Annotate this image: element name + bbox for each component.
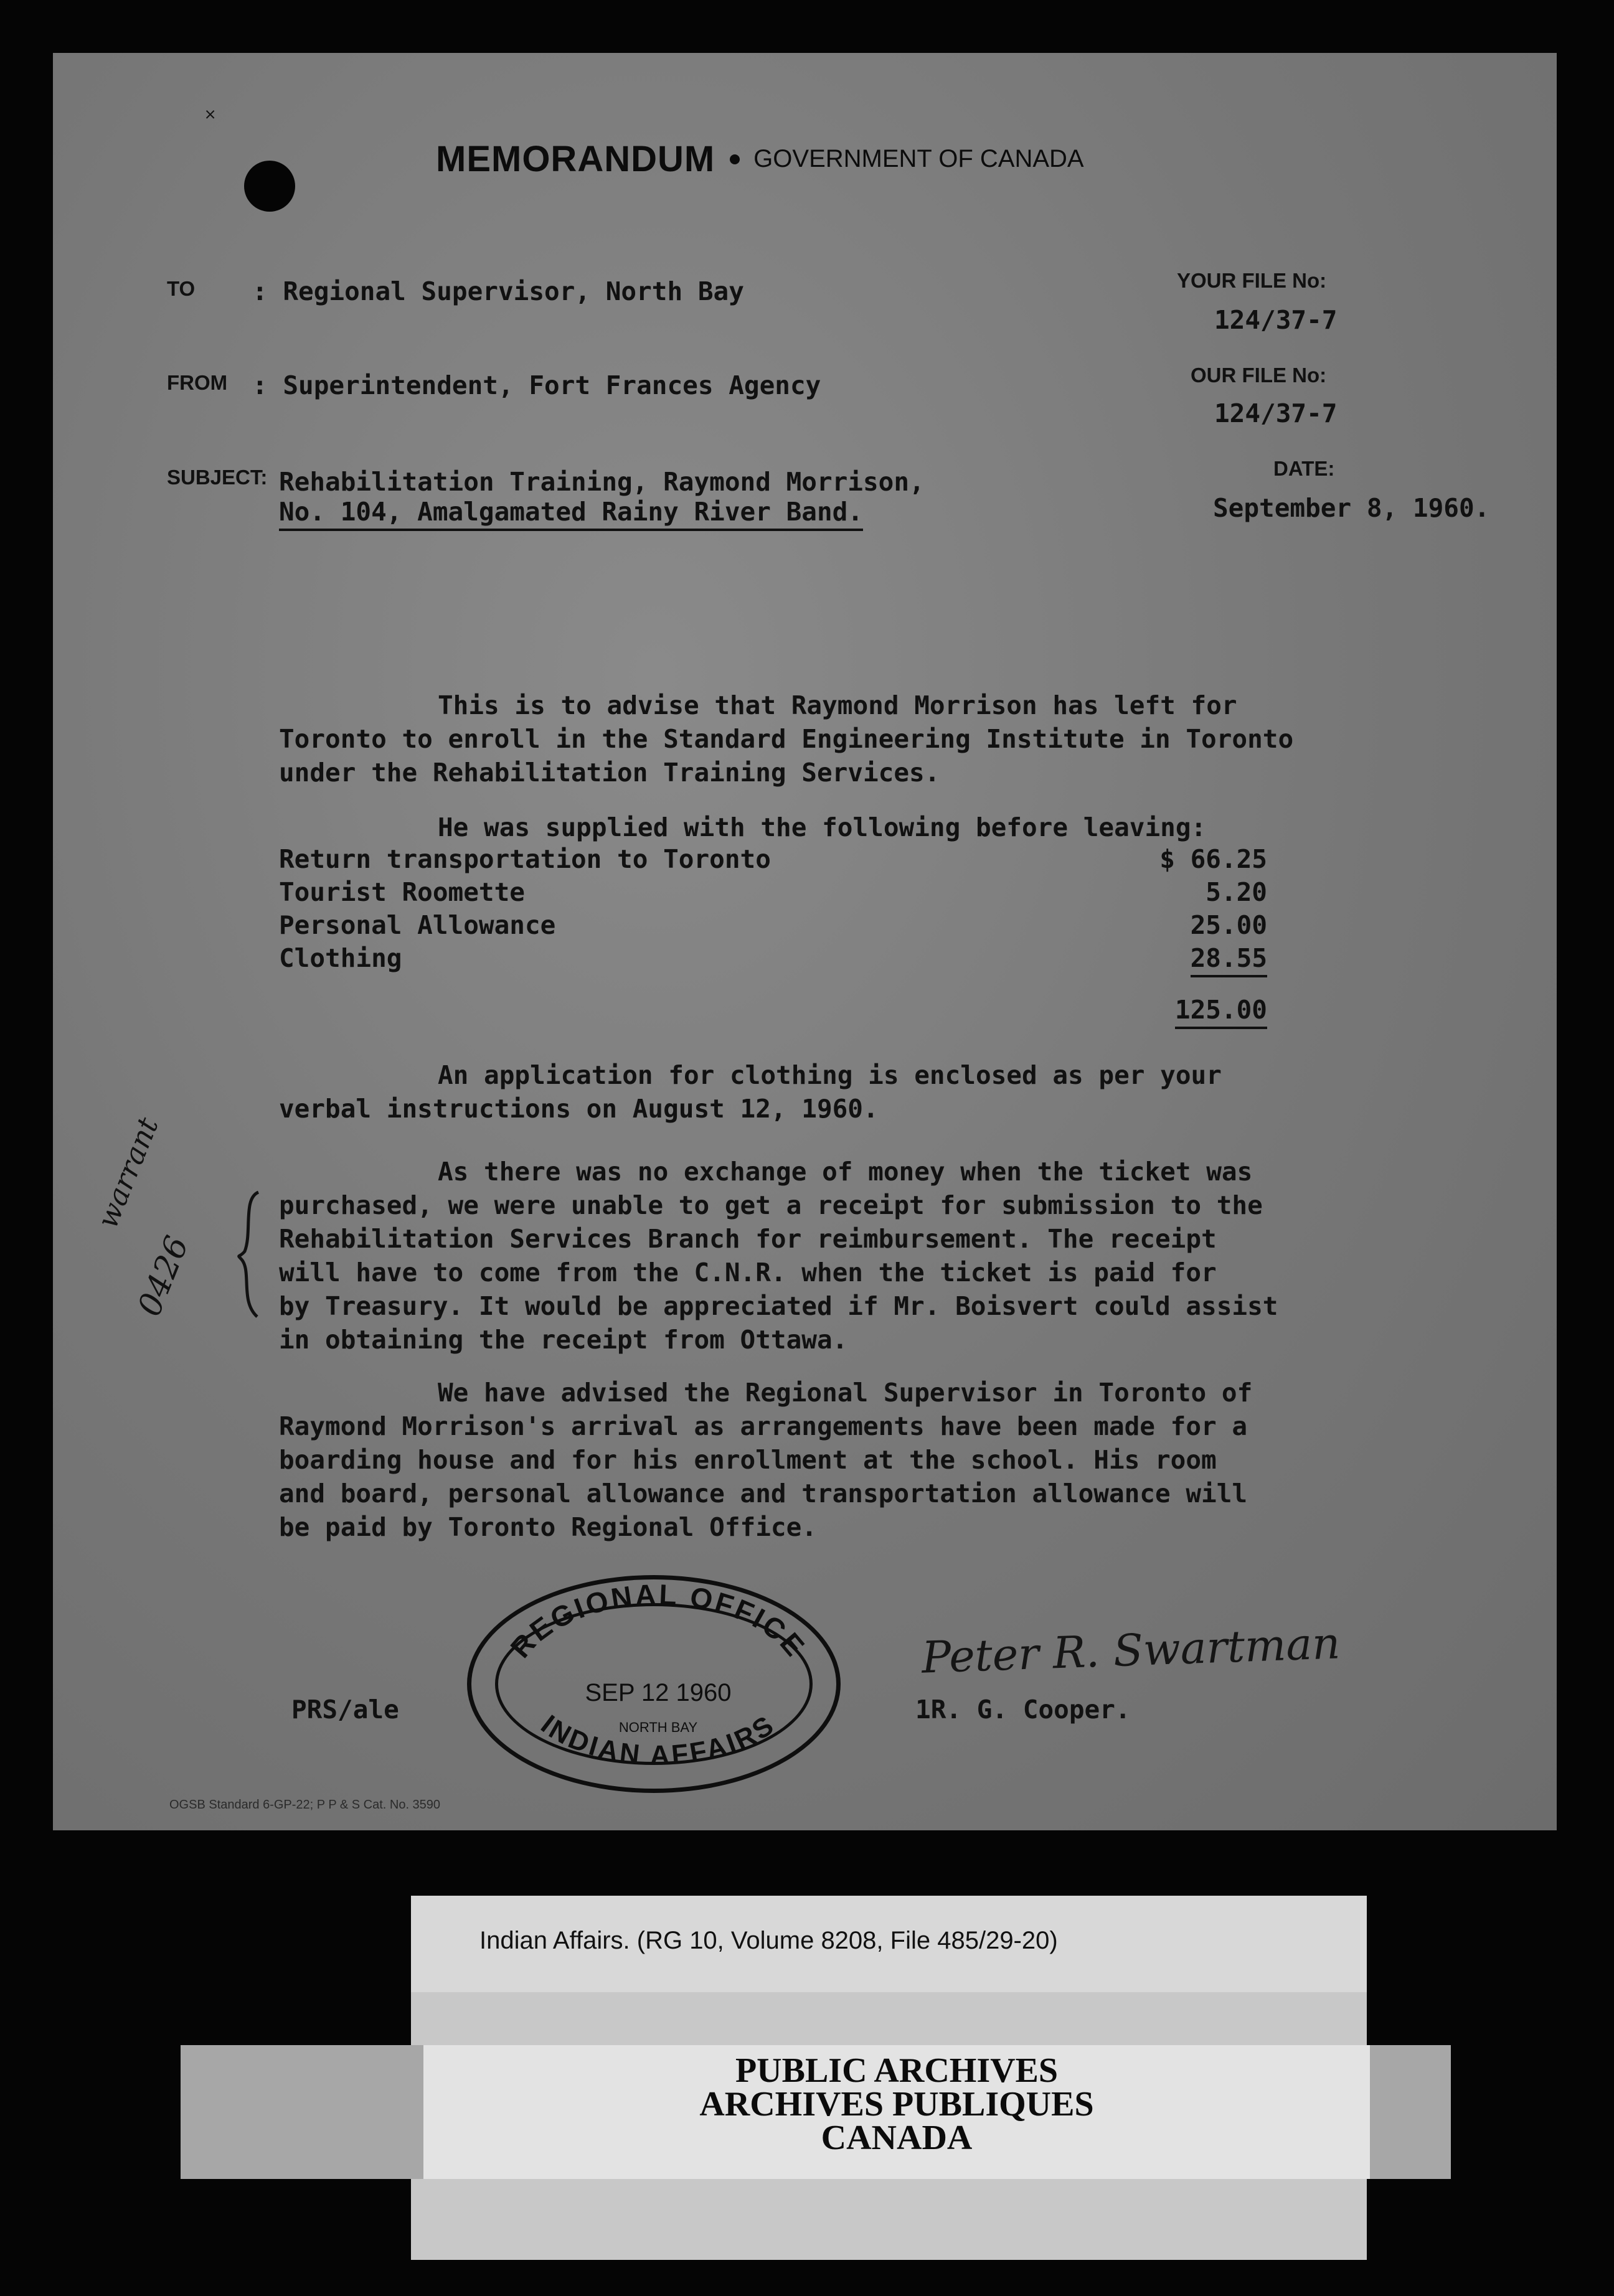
- paragraph-2: [279, 1058, 1222, 1126]
- stamp-date: SEP 12 1960: [585, 1679, 732, 1706]
- memo-title: MEMORANDUM: [436, 139, 715, 179]
- stamp-top-text: REGIONAL OFFICE: [504, 1579, 813, 1664]
- para3-line: purchased, we were unable to get a receipt for submission to the: [279, 1190, 1263, 1220]
- margin-note-number: 0426: [131, 1231, 197, 1322]
- item-amount: 5.20: [1206, 877, 1267, 907]
- org-name: GOVERNMENT OF CANADA: [753, 145, 1084, 172]
- typed-signature: 1R. G. Cooper.: [915, 1695, 1131, 1724]
- para2-line: An application for clothing is enclosed as per your: [438, 1060, 1222, 1090]
- punch-hole: [244, 161, 295, 212]
- paragraph-1: [279, 689, 1293, 789]
- archive-line-fr: ARCHIVES PUBLIQUES: [699, 2085, 1094, 2124]
- para3-line: Rehabilitation Services Branch for reimbursement. The receipt: [279, 1224, 1217, 1254]
- item-amount: $ 66.25: [1159, 844, 1267, 874]
- para3-line: As there was no exchange of money when the ticket was: [438, 1157, 1253, 1187]
- item-label: Personal Allowance: [279, 910, 556, 940]
- archive-reference-card: [411, 1896, 1367, 1992]
- memo-header: [436, 138, 1245, 188]
- typist-initials: PRS/ale: [291, 1695, 399, 1724]
- form-number: OGSB Standard 6-GP-22; P P & S Cat. No. 3590: [169, 1798, 441, 1812]
- your-file-label: YOUR FILE No:: [1177, 269, 1327, 292]
- date-value: September 8, 1960.: [1213, 493, 1490, 523]
- archive-reference: Indian Affairs. (RG 10, Volume 8208, File 485/29-20): [479, 1927, 1058, 1954]
- svg-text:REGIONAL OFFICE: [504, 1579, 812, 1664]
- our-file-value: 124/37-7: [1214, 398, 1338, 428]
- stamp-text: [471, 1579, 845, 1797]
- your-file-value: 124/37-7: [1214, 305, 1338, 335]
- para4-line: We have advised the Regional Supervisor in Toronto of: [438, 1378, 1253, 1408]
- archive-label: [486, 2051, 1308, 2157]
- item-label: Clothing: [279, 943, 402, 973]
- para3-line: by Treasury. It would be appreciated if Mr. Boisvert could assist: [279, 1291, 1278, 1321]
- item-label: Return transportation to Toronto: [279, 844, 771, 874]
- para2-line: verbal instructions on August 12, 1960.: [279, 1094, 879, 1124]
- archive-line-en: PUBLIC ARCHIVES: [735, 2051, 1059, 2090]
- regional-office-stamp: [467, 1575, 841, 1793]
- subject-line-2: No. 104, Amalgamated Rainy River Band.: [279, 497, 863, 527]
- para4-line: Raymond Morrison's arrival as arrangements have been made for a: [279, 1411, 1248, 1441]
- stamp-place: NORTH BAY: [618, 1720, 698, 1735]
- para1-line: Toronto to enroll in the Standard Engineering Institute in Toronto: [279, 724, 1294, 754]
- para4-line: be paid by Toronto Regional Office.: [279, 1512, 817, 1542]
- item-label: Tourist Roomette: [279, 877, 525, 907]
- svg-text:INDIAN AFFAIRS: [536, 1709, 781, 1771]
- date-label: DATE:: [1273, 457, 1335, 480]
- stamp-bottom-text: INDIAN AFFAIRS: [535, 1708, 781, 1771]
- handwritten-signature: Peter R. Swartman: [920, 1617, 1341, 1683]
- para4-line: and board, personal allowance and transportation allowance will: [279, 1479, 1248, 1508]
- brace-mark: [234, 1189, 271, 1320]
- pencil-mark: ˟: [205, 105, 215, 134]
- archive-line-country: CANADA: [821, 2119, 973, 2157]
- from-value: : Superintendent, Fort Frances Agency: [252, 370, 821, 400]
- to-value: : Regional Supervisor, North Bay: [252, 276, 744, 306]
- margin-note: [84, 1113, 221, 1345]
- list-intro: He was supplied with the following before leaving:: [438, 812, 1207, 842]
- item-amount: 28.55: [1111, 943, 1267, 973]
- para3-line: in obtaining the receipt from Ottawa.: [279, 1325, 848, 1355]
- our-file-label: OUR FILE No:: [1191, 364, 1327, 387]
- item-amount: 25.00: [1190, 910, 1267, 940]
- total-amount: 125.00: [1111, 995, 1267, 1025]
- para1-line: under the Rehabilitation Training Services.: [279, 758, 940, 788]
- subject-line-1: Rehabilitation Training, Raymond Morrison,: [279, 467, 925, 497]
- to-label: TO: [167, 277, 196, 300]
- bullet-dot: [730, 154, 740, 164]
- para4-line: boarding house and for his enrollment at the school. His room: [279, 1445, 1217, 1475]
- paragraph-4: [279, 1376, 1252, 1544]
- margin-note-word: warrant: [90, 1113, 165, 1233]
- para1-line: This is to advise that Raymond Morrison has left for: [438, 690, 1237, 720]
- subject-label: SUBJECT:: [167, 466, 268, 489]
- paragraph-3: [279, 1155, 1278, 1357]
- para3-line: will have to come from the C.N.R. when the ticket is paid for: [279, 1258, 1217, 1287]
- from-label: FROM: [167, 371, 228, 394]
